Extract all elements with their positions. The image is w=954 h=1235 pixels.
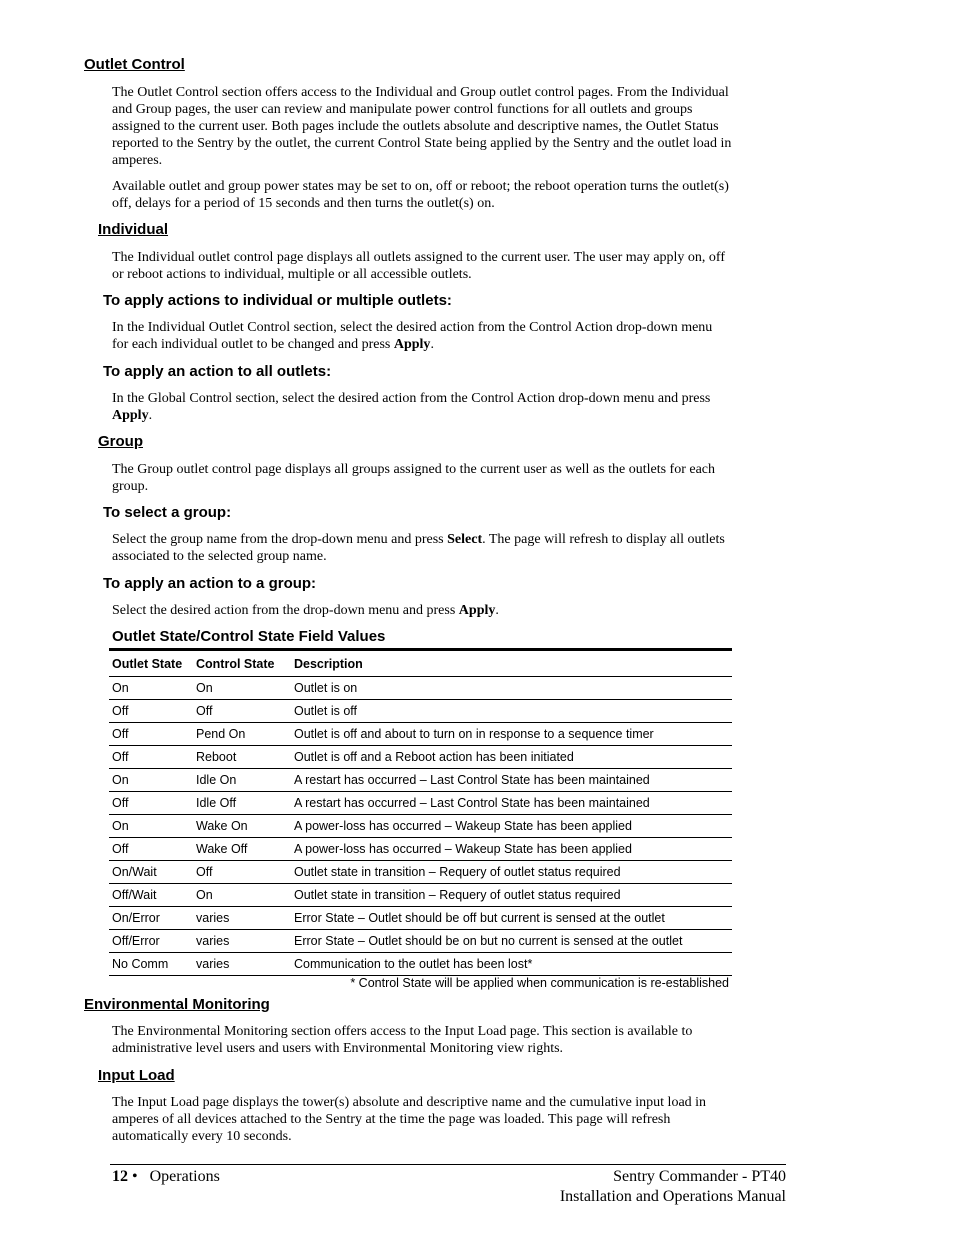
column-header-outlet-state: Outlet State — [109, 650, 193, 677]
control-state-cell: Idle On — [193, 769, 291, 792]
group-sub1-text-a: Select the group name from the drop-down menu and press — [112, 532, 448, 547]
select-keyword: Select — [447, 532, 483, 547]
table-row — [109, 861, 732, 884]
table-row — [109, 700, 732, 723]
description-cell: Error State – Outlet should be off but current is sensed at the outlet — [291, 907, 732, 930]
control-state-cell: Pend On — [193, 723, 291, 746]
outlet-state-cell: On/Error — [109, 907, 193, 930]
apply-keyword: Apply — [112, 408, 149, 423]
table-row — [109, 815, 732, 838]
control-state-cell: varies — [193, 930, 291, 953]
table-footnote: * Control State will be applied when communication is re-established — [350, 976, 729, 990]
group-heading: Group — [98, 433, 143, 450]
table-row — [109, 930, 732, 953]
column-header-description: Description — [291, 650, 732, 677]
footer-bullet: • — [132, 1168, 138, 1185]
description-cell: Communication to the outlet has been lost* — [291, 953, 732, 976]
footer-left — [112, 1167, 220, 1187]
table-body — [109, 677, 732, 976]
description-cell: Outlet is off — [291, 700, 732, 723]
page-number: 12 — [112, 1168, 128, 1185]
individual-sub1-heading: To apply actions to individual or multiple outlets: — [103, 292, 452, 309]
group-sub1-para — [112, 531, 732, 565]
outlet-state-cell: Off/Wait — [109, 884, 193, 907]
group-sub1-heading: To select a group: — [103, 504, 232, 521]
group-sub1-text-b: . The page will refresh to display all outlets associated to the selected group name. — [112, 532, 725, 564]
control-state-cell: On — [193, 677, 291, 700]
column-header-control-state: Control State — [193, 650, 291, 677]
outlet-state-cell: Off — [109, 700, 193, 723]
control-state-cell: Reboot — [193, 746, 291, 769]
control-state-cell: Idle Off — [193, 792, 291, 815]
outlet-state-cell: On — [109, 815, 193, 838]
individual-heading: Individual — [98, 221, 169, 238]
table-row — [109, 884, 732, 907]
control-state-cell: varies — [193, 907, 291, 930]
description-cell: Error State – Outlet should be on but no current is sensed at the outlet — [291, 930, 732, 953]
table-title: Outlet State/Control State Field Values — [112, 628, 386, 645]
description-cell: Outlet is on — [291, 677, 732, 700]
environmental-heading: Environmental Monitoring — [84, 996, 270, 1013]
footer-product: Sentry Commander - PT40 — [613, 1168, 786, 1185]
table-row — [109, 677, 732, 700]
outlet-control-para-1: The Outlet Control section offers access to the Individual and Group outlet control pages. From the Individual and Group pages, the user can review and manipulate power control functions for all outlets and groups assigned to the current user. Both pages include the outlets absolute and descriptive names, the Outlet Status reported to the Sentry by the outlet, the current Control State being applied by the Sentry and the outlet load in amperes. — [112, 85, 732, 168]
apply-keyword: Apply — [458, 603, 496, 618]
footer-right — [560, 1167, 786, 1207]
table-row — [109, 838, 732, 861]
table-row — [109, 953, 732, 976]
table-row — [109, 769, 732, 792]
individual-sub2-text: In the Global Control section, select the desired action from the Control Action drop-down menu and press — [112, 391, 711, 406]
control-state-cell: Off — [193, 861, 291, 884]
footer-divider — [110, 1164, 786, 1165]
description-cell: Outlet state in transition – Requery of outlet status required — [291, 861, 732, 884]
description-cell: A power-loss has occurred – Wakeup State has been applied — [291, 838, 732, 861]
table-row — [109, 746, 732, 769]
outlet-state-cell: On — [109, 677, 193, 700]
outlet-state-cell: Off — [109, 838, 193, 861]
description-cell: A power-loss has occurred – Wakeup State has been applied — [291, 815, 732, 838]
outlet-control-heading: Outlet Control — [84, 56, 185, 73]
group-para: The Group outlet control page displays all groups assigned to the current user as well as the outlets for each group. — [112, 462, 715, 494]
outlet-state-table — [109, 648, 732, 976]
table-header-row — [109, 650, 732, 677]
individual-sub1-para: In the Individual Outlet Control section, select the desired action from the Control Action drop-down menu for each individual outlet to be changed and press Apply. — [112, 320, 713, 352]
description-cell: Outlet state in transition – Requery of outlet status required — [291, 884, 732, 907]
individual-sub2-para: In the Global Control section, select the desired action from the Control Action drop-down menu and press Apply. — [112, 391, 711, 423]
individual-sub1-text: In the Individual Outlet Control section, select the desired action from the Control Action drop-down menu for each individual outlet to be changed and press — [112, 320, 713, 352]
table-row — [109, 907, 732, 930]
description-cell: A restart has occurred – Last Control State has been maintained — [291, 792, 732, 815]
table-row — [109, 792, 732, 815]
outlet-state-cell: Off — [109, 723, 193, 746]
outlet-control-para-2: Available outlet and group power states may be set to on, off or reboot; the reboot operation turns the outlet(s) off, delays for a period of 15 seconds and then turns the outlet(s) on. — [112, 179, 729, 211]
control-state-cell: Off — [193, 700, 291, 723]
description-cell: Outlet is off and about to turn on in response to a sequence timer — [291, 723, 732, 746]
input-load-heading: Input Load — [98, 1067, 175, 1084]
outlet-state-cell: Off/Error — [109, 930, 193, 953]
description-cell: A restart has occurred – Last Control State has been maintained — [291, 769, 732, 792]
group-sub2-para: Select the desired action from the drop-down menu and press Apply. — [112, 603, 499, 618]
control-state-cell: Wake Off — [193, 838, 291, 861]
apply-keyword: Apply — [393, 337, 431, 352]
individual-sub2-heading: To apply an action to all outlets: — [103, 363, 332, 380]
individual-para: The Individual outlet control page displays all outlets assigned to the current user. The user may apply on, off or reboot actions to individual, multiple or all accessible outlets. — [112, 250, 726, 282]
input-load-para: The Input Load page displays the tower(s) absolute and descriptive name and the cumulative input load in amperes of all devices attached to the Sentry at the time the page was loaded. This page will refresh automatically every 10 seconds. — [112, 1095, 707, 1144]
outlet-state-cell: Off — [109, 792, 193, 815]
table-row — [109, 723, 732, 746]
outlet-state-cell: On/Wait — [109, 861, 193, 884]
outlet-state-cell: Off — [109, 746, 193, 769]
footer-section: Operations — [149, 1168, 220, 1185]
control-state-cell: On — [193, 884, 291, 907]
outlet-state-cell: No Comm — [109, 953, 193, 976]
description-cell: Outlet is off and a Reboot action has been initiated — [291, 746, 732, 769]
outlet-state-cell: On — [109, 769, 193, 792]
environmental-para: The Environmental Monitoring section offers access to the Input Load page. This section is available to administrative level users and users with Environmental Monitoring view rights. — [112, 1024, 693, 1056]
group-sub2-text: Select the desired action from the drop-down menu and press — [112, 603, 459, 618]
footer-manual: Installation and Operations Manual — [559, 1188, 786, 1205]
control-state-cell: varies — [193, 953, 291, 976]
group-sub2-heading: To apply an action to a group: — [103, 575, 317, 592]
control-state-cell: Wake On — [193, 815, 291, 838]
